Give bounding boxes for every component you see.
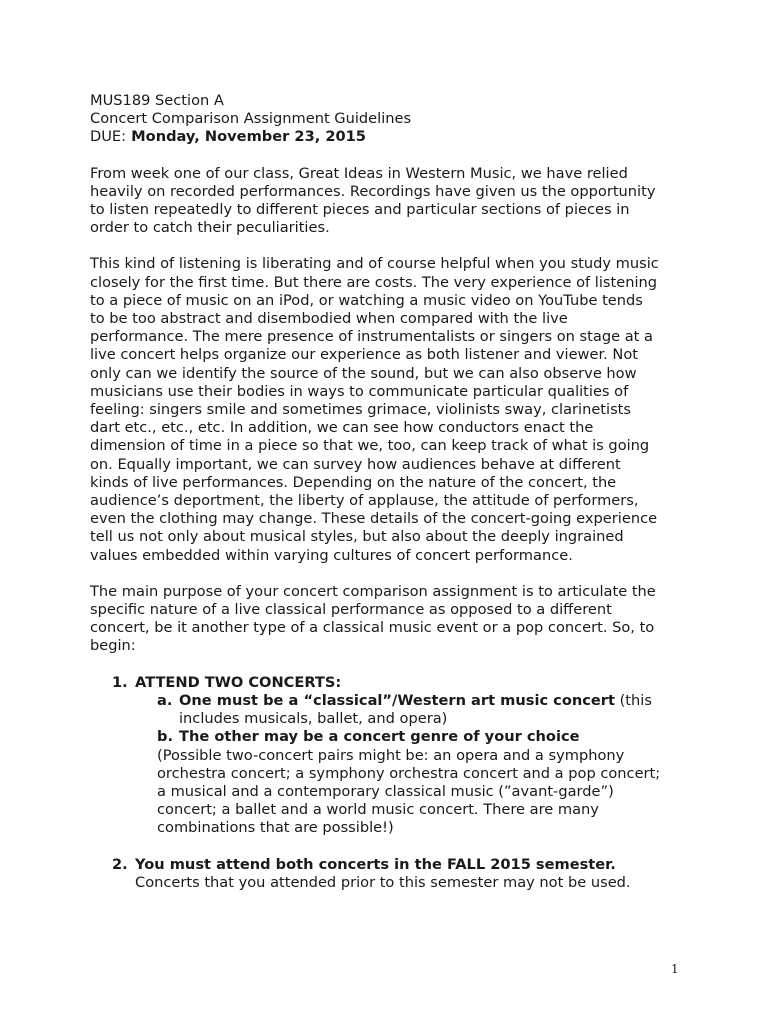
list-number: 1. xyxy=(112,673,128,691)
p3-line: specific nature of a live classical performance as opposed to a different xyxy=(90,601,612,619)
p3-line: The main purpose of your concert comparison assignment is to articulate the xyxy=(90,582,656,600)
p2-line: musicians use their bodies in ways to communicate particular qualities of xyxy=(90,382,629,400)
sub-list-item xyxy=(157,692,690,728)
list-item xyxy=(90,856,690,892)
sub-list-letter: a. xyxy=(157,691,173,709)
sub-item-b-bold: The other may be a concert genre of your choice xyxy=(179,728,580,746)
p2-line: audience’s deportment, the liberty of applause, the attitude of performers, xyxy=(90,492,639,510)
p2-line: feeling: singers smile and sometimes grimace, violinists sway, clarinetists xyxy=(90,401,632,419)
p2-line: live concert helps organize our experience as both listener and viewer. Not xyxy=(90,346,638,364)
list-number: 2. xyxy=(112,855,128,873)
document-page xyxy=(90,92,690,910)
p3-line: begin: xyxy=(90,637,136,655)
sub-list-item xyxy=(135,728,690,746)
due-date-value: Monday, November 23, 2015 xyxy=(126,128,366,146)
sub-list xyxy=(157,692,690,747)
p2-line: only can we identify the source of the sound, but we can also observe how xyxy=(90,364,637,382)
paragraph-2 xyxy=(90,255,690,564)
p2-line: on. Equally important, we can survey how audiences behave at different xyxy=(90,455,621,473)
paragraph-3 xyxy=(90,583,690,656)
assignment-title: Concert Comparison Assignment Guidelines xyxy=(90,110,412,128)
note-line: combinations that are possible!) xyxy=(157,819,394,837)
list-item-title: ATTEND TWO CONCERTS: xyxy=(135,673,342,691)
p3-line: concert, be it another type of a classical music event or a pop concert. So, to xyxy=(90,619,655,637)
note-line: a musical and a contemporary classical music (”avant-garde”) xyxy=(157,782,614,800)
page-number: 1 xyxy=(671,962,679,976)
p1-line: order to catch their peculiarities. xyxy=(90,219,330,237)
p2-line: to a piece of music on an iPod, or watching a music video on YouTube tends xyxy=(90,291,643,309)
sub-item-a-rest: (this xyxy=(614,691,652,709)
p2-line: even the clothing may change. These details of the concert-going experience xyxy=(90,510,658,528)
concert-pairs-note xyxy=(157,747,690,838)
p2-line: tell us not only about musical styles, but also about the deeply ingrained xyxy=(90,528,624,546)
document-header xyxy=(90,92,690,147)
sub-item-a-bold: One must be a “classical”/Western art music concert xyxy=(179,691,615,709)
p2-line: performance. The mere presence of instrumentalists or singers on stage at a xyxy=(90,328,653,346)
due-label: DUE: xyxy=(90,128,127,146)
due-date xyxy=(90,128,690,146)
p2-line: kinds of live performances. Depending on the nature of the concert, the xyxy=(90,473,617,491)
sub-item-a-line2: includes musicals, ballet, and opera) xyxy=(179,710,448,728)
sub-list-letter: b. xyxy=(157,728,173,746)
list-item xyxy=(90,674,690,838)
p2-line: closely for the first time. But there are costs. The very experience of listening xyxy=(90,273,658,291)
p1-line: to listen repeatedly to different pieces and particular sections of pieces in xyxy=(90,201,630,219)
requirements-list xyxy=(90,674,690,892)
p2-line: values embedded within varying cultures of concert performance. xyxy=(90,546,573,564)
p1-line: heavily on recorded performances. Recordings have given us the opportunity xyxy=(90,182,656,200)
p1-line: From week one of our class, Great Ideas in Western Music, we have relied xyxy=(90,164,628,182)
course-title: MUS189 Section A xyxy=(90,92,224,109)
list-item-text: Concerts that you attended prior to this semester may not be used. xyxy=(135,873,631,891)
p2-line: This kind of listening is liberating and of course helpful when you study music xyxy=(90,255,659,273)
note-line: (Possible two-concert pairs might be: an opera and a symphony xyxy=(157,746,625,764)
note-line: concert; a ballet and a world music concert. There are many xyxy=(157,801,599,819)
list-item-title: You must attend both concerts in the FALL 2015 semester. xyxy=(135,855,616,873)
note-line: orchestra concert; a symphony orchestra concert and a pop concert; xyxy=(157,764,661,782)
paragraph-1 xyxy=(90,165,690,238)
p2-line: dart etc., etc., etc. In addition, we can see how conductors enact the xyxy=(90,419,594,437)
p2-line: dimension of time in a piece so that we, too, can keep track of what is going xyxy=(90,437,650,455)
p2-line: to be too abstract and disembodied when compared with the live xyxy=(90,310,568,328)
